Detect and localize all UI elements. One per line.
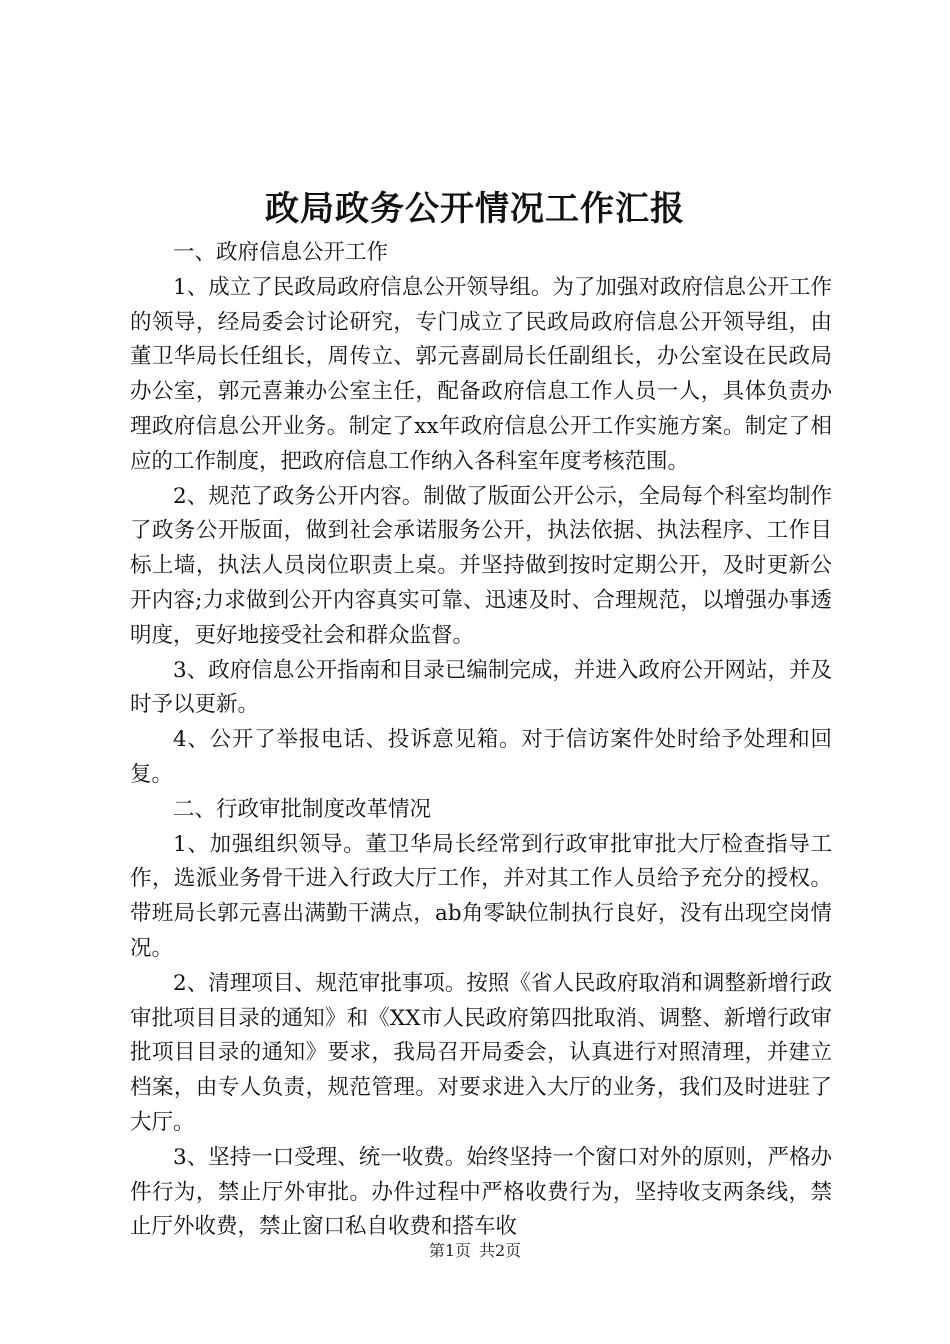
document-body xyxy=(130,236,832,1245)
page-total: 共2页 xyxy=(479,1241,522,1260)
section-heading: 一、政府信息公开工作 xyxy=(173,240,389,265)
paragraph: 4、公开了举报电话、投诉意见箱。对于信访案件处时给予处理和回复。 xyxy=(130,727,832,787)
paragraph: 2、规范了政务公开内容。制做了版面公开公示，全局每个科室均制作了政务公开版面，做到社会承诺服务公开，执法依据、执法程序、工作目标上墙，执法人员岗位职责上桌。并坚持做到按时定期公开，及时更新公开内容;力求做到公开内容真实可靠、迅速及时、合理规范，以增强办事透明度，更好地接受社会和群众监督。 xyxy=(130,483,832,648)
paragraph: 3、政府信息公开指南和目录已编制完成，并进入政府公开网站，并及时予以更新。 xyxy=(130,657,832,718)
page-number: 第1页 xyxy=(428,1241,471,1260)
page-footer xyxy=(0,1240,950,1262)
paragraph: 2、清理项目、规范审批事项。按照《省人民政府取消和调整新增行政审批项目目录的通知》和《XX市人民政府第四批取消、调整、新增行政审批项目目录的通知》要求，我局召开局委会，认真进行对照清理，并建立档案，由专人负责，规范管理。对要求进入大厅的业务，我们及时进驻了大厅。 xyxy=(130,970,832,1135)
paragraph: 3、坚持一口受理、统一收费。始终坚持一个窗口对外的原则，严格办件行为，禁止厅外审批。办件过程中严格收费行为，坚持收支两条线，禁止厅外收费，禁止窗口私自收费和搭车收 xyxy=(130,1144,832,1240)
paragraph: 1、成立了民政局政府信息公开领导组。为了加强对政府信息公开工作的领导，经局委会讨论研究，专门成立了民政局政府信息公开领导组，由董卫华局长任组长，周传立、郭元喜副局长任副组长，办公室设在民政局办公室，郭元喜兼办公室主任，配备政府信息工作人员一人，具体负责办理政府信息公开业务。制定了xx年政府信息公开工作实施方案。制定了相应的工作制度，把政府信息工作纳入各科室年度考核范围。 xyxy=(130,274,832,474)
document-title: 政局政务公开情况工作汇报 xyxy=(265,189,685,229)
paragraph: 1、加强组织领导。董卫华局长经常到行政审批审批大厅检查指导工作，选派业务骨干进入行政大厅工作，并对其工作人员给予充分的授权。带班局长郭元喜出满勤干满点，ab角零缺位制执行良好，没有出现空岗情况。 xyxy=(130,831,832,961)
section-heading: 二、行政审批制度改革情况 xyxy=(173,796,432,822)
